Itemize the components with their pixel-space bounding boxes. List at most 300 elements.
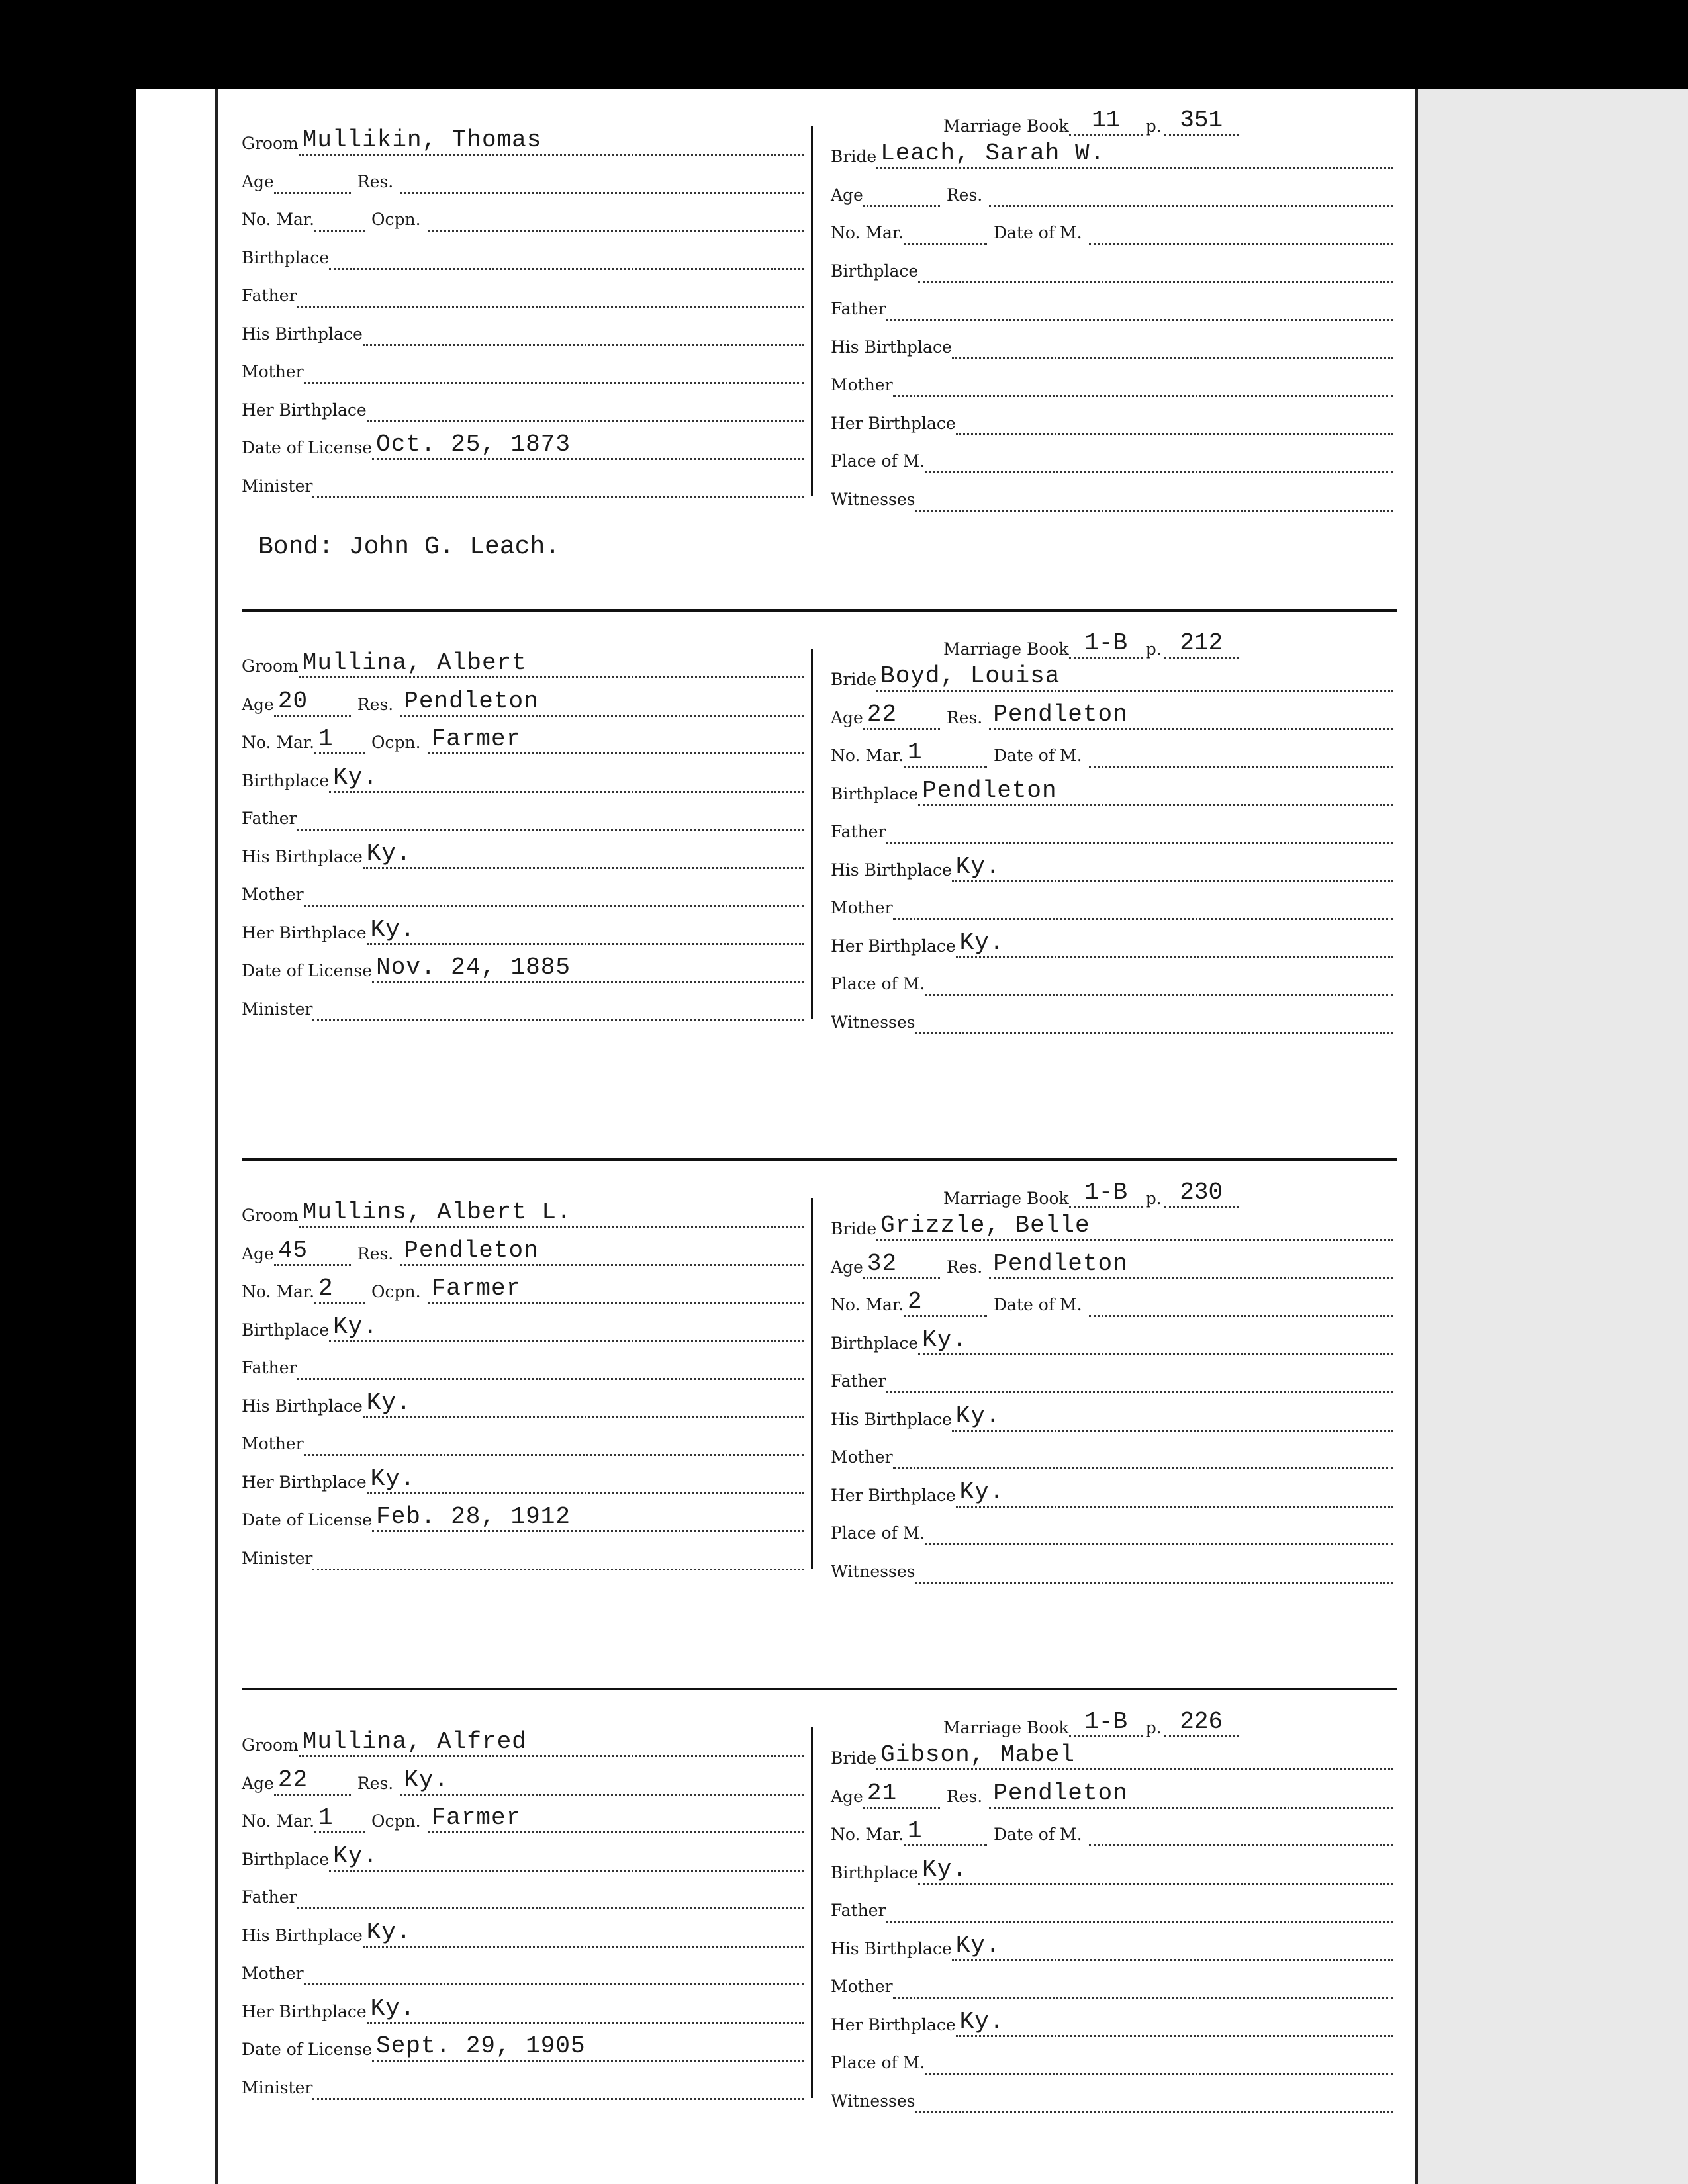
- groom-father-value: [297, 281, 804, 308]
- page-right-rule: [1415, 89, 1418, 2184]
- groom-minister-value: [312, 471, 804, 498]
- groom-father-label: Father: [242, 809, 297, 828]
- bride-name-label: Bride: [831, 1749, 877, 1768]
- groom-age-label: Age: [242, 694, 274, 714]
- groom-minister-value: [312, 1543, 804, 1570]
- bride-no-mar-label: No. Mar.: [831, 1295, 904, 1314]
- marriage-page-label: p.: [1145, 116, 1162, 136]
- groom-name-value: Mullina, Alfred: [299, 1730, 804, 1757]
- marriage-page-value: 226: [1164, 1708, 1239, 1737]
- marriage-page-value: 212: [1164, 629, 1239, 659]
- groom-name-label: Groom: [242, 134, 299, 153]
- groom-date-of-license: [242, 433, 804, 460]
- bride-his-birthplace: [831, 1405, 1393, 1432]
- bride-mother-value: [893, 1972, 1393, 1999]
- bride-name: [831, 1214, 1393, 1241]
- groom-age-sub-value: Pendleton: [400, 690, 804, 717]
- groom-birthplace-value: Ky.: [329, 1315, 804, 1342]
- bride-no-mar-value: [904, 218, 987, 245]
- marriage-book-value: 11: [1069, 107, 1143, 136]
- bride-name-value: Gibson, Mabel: [876, 1743, 1393, 1770]
- groom-no-mar-sub-value: Farmer: [428, 1806, 804, 1833]
- bride-no-mar-sub-label: Date of M.: [994, 746, 1082, 765]
- groom-age-sub-value: Pendleton: [400, 1239, 804, 1266]
- groom-his-birthplace: [242, 1921, 804, 1948]
- groom-age-label: Age: [242, 1244, 274, 1263]
- bride-father: [831, 295, 1393, 321]
- groom-no-mar-sub-label: Ocpn.: [371, 733, 421, 752]
- bride-age-sub-value: Pendleton: [989, 1252, 1393, 1279]
- scan-left-border: [0, 0, 136, 2184]
- groom-mother: [242, 880, 804, 907]
- groom-mother-value: [304, 1429, 804, 1456]
- groom-minister-value: [312, 2073, 804, 2100]
- column-divider: [811, 1727, 813, 2098]
- groom-no-mar: [242, 205, 804, 232]
- bride-age-sub-label: Res.: [946, 185, 983, 205]
- bride-witnesses-value: [915, 1007, 1393, 1034]
- bride-no-mar: [831, 218, 1393, 245]
- bride-age-value: 22: [863, 703, 940, 730]
- bride-no-mar-sub-label: Date of M.: [994, 1825, 1082, 1844]
- record-divider: [242, 1688, 1397, 1690]
- bride-his-birthplace: [831, 333, 1393, 359]
- bride-witnesses: [831, 2087, 1393, 2113]
- bride-father-label: Father: [831, 299, 886, 318]
- groom-birthplace-label: Birthplace: [242, 1849, 330, 1869]
- bride-age-sub-label: Res.: [946, 707, 983, 727]
- groom-no-mar-label: No. Mar.: [242, 1811, 315, 1831]
- groom-her-birthplace-value: Ky.: [367, 918, 804, 945]
- bride-name-label: Bride: [831, 147, 877, 166]
- bride-age: [831, 1782, 1393, 1809]
- bride-his-birthplace-value: [952, 332, 1393, 359]
- groom-her-birthplace: [242, 919, 804, 945]
- bride-witnesses-label: Witnesses: [831, 1012, 915, 1032]
- bride-mother: [831, 1443, 1393, 1469]
- groom-his-birthplace-value: Ky.: [363, 1391, 804, 1418]
- groom-minister: [242, 2073, 804, 2100]
- groom-birthplace-label: Birthplace: [242, 248, 330, 267]
- groom-age: [242, 167, 804, 194]
- groom-birthplace: [242, 1845, 804, 1872]
- groom-his-birthplace-value: Ky.: [363, 842, 804, 869]
- groom-birthplace-value: Ky.: [329, 1844, 804, 1872]
- bond-note: Bond: John G. Leach.: [258, 533, 561, 561]
- groom-minister-label: Minister: [242, 999, 313, 1019]
- bride-mother-value: [893, 1442, 1393, 1469]
- bride-mother-value: [893, 370, 1393, 397]
- groom-his-birthplace: [242, 842, 804, 869]
- bride-witnesses: [831, 1008, 1393, 1034]
- bride-no-mar-sub-value: [1089, 1819, 1393, 1846]
- bride-place-of-m: [831, 2048, 1393, 2075]
- marriage-page-label: p.: [1145, 1189, 1162, 1208]
- groom-no-mar-sub-label: Ocpn.: [371, 210, 421, 229]
- bride-age: [831, 1253, 1393, 1279]
- bride-place-of-m: [831, 1519, 1393, 1545]
- bride-age-sub-label: Res.: [946, 1786, 983, 1806]
- groom-birthplace-value: [329, 243, 804, 270]
- bride-her-birthplace-label: Her Birthplace: [831, 413, 956, 433]
- groom-mother-label: Mother: [242, 1964, 304, 1983]
- bride-place-of-m-value: [925, 2048, 1393, 2075]
- bride-her-birthplace: [831, 1481, 1393, 1508]
- bride-name: [831, 665, 1393, 692]
- groom-date-of-license-value: Feb. 28, 1912: [372, 1505, 804, 1532]
- bride-her-birthplace-value: Ky.: [956, 1480, 1393, 1508]
- bride-no-mar-label: No. Mar.: [831, 223, 904, 242]
- bride-her-birthplace-value: [956, 408, 1393, 435]
- bride-her-birthplace-value: Ky.: [956, 931, 1393, 958]
- bride-her-birthplace-label: Her Birthplace: [831, 936, 956, 956]
- marriage-book-label: Marriage Book: [943, 1718, 1069, 1737]
- groom-minister: [242, 1544, 804, 1570]
- groom-his-birthplace-label: His Birthplace: [242, 1925, 363, 1945]
- groom-minister-label: Minister: [242, 2077, 313, 2097]
- groom-father-label: Father: [242, 286, 297, 305]
- scan-top-border: [0, 0, 1688, 89]
- groom-age-sub-value: Ky.: [400, 1768, 804, 1796]
- bride-his-birthplace-value: Ky.: [952, 1934, 1393, 1961]
- groom-mother-label: Mother: [242, 1434, 304, 1453]
- bride-his-birthplace: [831, 856, 1393, 882]
- bride-no-mar-sub-value: [1089, 1290, 1393, 1317]
- groom-no-mar-label: No. Mar.: [242, 1282, 315, 1301]
- bride-father-value: [886, 294, 1393, 321]
- groom-mother: [242, 357, 804, 384]
- groom-his-birthplace-label: His Birthplace: [242, 846, 363, 866]
- groom-father: [242, 1883, 804, 1909]
- groom-age-sub-label: Res.: [357, 1244, 394, 1263]
- marriage-book-label: Marriage Book: [943, 1189, 1069, 1208]
- bride-his-birthplace-value: Ky.: [952, 855, 1393, 882]
- groom-no-mar-value: 1: [314, 727, 365, 754]
- bride-his-birthplace-label: His Birthplace: [831, 860, 952, 880]
- groom-name: [242, 1201, 804, 1228]
- groom-no-mar: [242, 1807, 804, 1833]
- bride-no-mar: [831, 1820, 1393, 1846]
- groom-name-label: Groom: [242, 1735, 299, 1754]
- groom-mother: [242, 1959, 804, 1985]
- bride-name: [831, 1744, 1393, 1770]
- groom-father-label: Father: [242, 1358, 297, 1377]
- bride-mother-label: Mother: [831, 1447, 893, 1467]
- bride-place-of-m-label: Place of M.: [831, 451, 925, 471]
- bride-age-sub-value: Pendleton: [989, 1782, 1393, 1809]
- marriage-book-value: 1-B: [1069, 1179, 1143, 1208]
- groom-her-birthplace-label: Her Birthplace: [242, 923, 367, 942]
- groom-date-of-license: [242, 2035, 804, 2062]
- groom-age: [242, 1769, 804, 1796]
- groom-no-mar: [242, 728, 804, 754]
- marriage-page-label: p.: [1145, 1718, 1162, 1737]
- bride-mother-value: [893, 893, 1393, 920]
- marriage-book-ref: [943, 629, 1239, 659]
- groom-name: [242, 652, 804, 678]
- groom-age-label: Age: [242, 171, 274, 191]
- bride-her-birthplace-value: Ky.: [956, 2010, 1393, 2037]
- bride-his-birthplace-label: His Birthplace: [831, 1938, 952, 1958]
- bride-age-label: Age: [831, 707, 863, 727]
- bride-birthplace-label: Birthplace: [831, 1862, 919, 1882]
- groom-age-value: 22: [274, 1768, 351, 1796]
- groom-father: [242, 1353, 804, 1380]
- bride-witnesses-label: Witnesses: [831, 1561, 915, 1581]
- bride-father-label: Father: [831, 822, 886, 841]
- groom-no-mar-sub-label: Ocpn.: [371, 1282, 421, 1301]
- bride-no-mar-sub-label: Date of M.: [994, 1295, 1082, 1314]
- marriage-book-value: 1-B: [1069, 629, 1143, 659]
- groom-father-value: [297, 1882, 804, 1909]
- bride-her-birthplace: [831, 2011, 1393, 2037]
- bride-name-value: Leach, Sarah W.: [876, 142, 1393, 169]
- groom-her-birthplace: [242, 396, 804, 422]
- bride-her-birthplace-label: Her Birthplace: [831, 1485, 956, 1505]
- groom-age-sub-value: [400, 167, 804, 194]
- marriage-book-value: 1-B: [1069, 1708, 1143, 1737]
- bride-father-value: [886, 817, 1393, 844]
- groom-her-birthplace-label: Her Birthplace: [242, 2001, 367, 2021]
- bride-her-birthplace-label: Her Birthplace: [831, 2015, 956, 2034]
- bride-father-label: Father: [831, 1901, 886, 1920]
- groom-birthplace: [242, 244, 804, 270]
- bride-birthplace-label: Birthplace: [831, 1333, 919, 1353]
- groom-mother-value: [304, 880, 804, 907]
- bride-name-value: Grizzle, Belle: [876, 1214, 1393, 1241]
- bride-name-label: Bride: [831, 1219, 877, 1238]
- groom-no-mar-label: No. Mar.: [242, 210, 315, 229]
- bride-place-of-m-value: [925, 446, 1393, 473]
- groom-name-value: Mullins, Albert L.: [299, 1201, 804, 1228]
- bride-age-sub-value: Pendleton: [989, 703, 1393, 730]
- groom-his-birthplace: [242, 1392, 804, 1418]
- groom-minister: [242, 995, 804, 1021]
- groom-minister-label: Minister: [242, 1548, 313, 1568]
- bride-her-birthplace: [831, 409, 1393, 435]
- groom-date-of-license-label: Date of License: [242, 438, 373, 457]
- marriage-book-label: Marriage Book: [943, 639, 1069, 659]
- groom-date-of-license-value: Sept. 29, 1905: [372, 2034, 804, 2062]
- bride-age: [831, 181, 1393, 207]
- groom-father-value: [297, 803, 804, 831]
- groom-no-mar: [242, 1277, 804, 1304]
- groom-no-mar-value: [314, 205, 365, 232]
- groom-birthplace-value: Ky.: [329, 766, 804, 793]
- bride-his-birthplace-label: His Birthplace: [831, 337, 952, 357]
- marriage-page-value: 230: [1164, 1179, 1239, 1208]
- column-divider: [811, 126, 813, 496]
- bride-mother: [831, 371, 1393, 397]
- bride-no-mar-label: No. Mar.: [831, 1825, 904, 1844]
- bride-no-mar-value: 1: [904, 741, 987, 768]
- groom-no-mar-sub-label: Ocpn.: [371, 1811, 421, 1831]
- bride-mother-label: Mother: [831, 1977, 893, 1996]
- groom-name-label: Groom: [242, 657, 299, 676]
- bride-name-label: Bride: [831, 670, 877, 689]
- bride-birthplace: [831, 1858, 1393, 1885]
- bride-age-sub-label: Res.: [946, 1257, 983, 1277]
- bride-birthplace-value: [918, 256, 1393, 283]
- bride-age-label: Age: [831, 1257, 863, 1277]
- bride-father-label: Father: [831, 1371, 886, 1390]
- groom-name: [242, 129, 804, 156]
- bride-his-birthplace-label: His Birthplace: [831, 1409, 952, 1429]
- bride-birthplace-label: Birthplace: [831, 261, 919, 281]
- scan-right-margin: [1417, 89, 1688, 2184]
- groom-date-of-license-label: Date of License: [242, 961, 373, 980]
- bride-place-of-m-label: Place of M.: [831, 974, 925, 993]
- bride-father-value: [886, 1366, 1393, 1393]
- groom-no-mar-value: 2: [314, 1277, 365, 1304]
- bride-birthplace: [831, 780, 1393, 806]
- groom-no-mar-sub-value: [428, 205, 804, 232]
- groom-birthplace: [242, 1316, 804, 1342]
- bride-age-value: 21: [863, 1782, 940, 1809]
- groom-no-mar-value: 1: [314, 1806, 365, 1833]
- record-divider: [242, 609, 1397, 612]
- bride-no-mar-value: 2: [904, 1290, 987, 1317]
- groom-age-value: 45: [274, 1239, 351, 1266]
- bride-father-value: [886, 1895, 1393, 1923]
- groom-father-value: [297, 1353, 804, 1380]
- groom-birthplace-label: Birthplace: [242, 770, 330, 790]
- groom-her-birthplace-label: Her Birthplace: [242, 400, 367, 420]
- bride-father: [831, 1367, 1393, 1393]
- bride-mother: [831, 893, 1393, 920]
- groom-mother-label: Mother: [242, 362, 304, 381]
- marriage-page-label: p.: [1145, 639, 1162, 659]
- bride-witnesses: [831, 485, 1393, 512]
- bride-her-birthplace: [831, 932, 1393, 958]
- groom-his-birthplace-value: [363, 319, 804, 346]
- bride-place-of-m: [831, 447, 1393, 473]
- groom-her-birthplace-value: Ky.: [367, 1997, 804, 2024]
- groom-mother-value: [304, 357, 804, 384]
- bride-birthplace-label: Birthplace: [831, 784, 919, 803]
- bride-place-of-m-value: [925, 969, 1393, 996]
- bride-place-of-m-label: Place of M.: [831, 1524, 925, 1543]
- marriage-book-ref: [943, 109, 1239, 136]
- bride-mother-label: Mother: [831, 898, 893, 917]
- groom-date-of-license: [242, 956, 804, 983]
- bride-name-value: Boyd, Louisa: [876, 664, 1393, 692]
- bride-father: [831, 1896, 1393, 1923]
- bride-father: [831, 817, 1393, 844]
- groom-date-of-license: [242, 1506, 804, 1532]
- bride-place-of-m-label: Place of M.: [831, 2053, 925, 2072]
- groom-no-mar-label: No. Mar.: [242, 733, 315, 752]
- groom-father: [242, 281, 804, 308]
- bride-age: [831, 704, 1393, 730]
- groom-her-birthplace-value: [367, 395, 804, 422]
- bride-no-mar-value: 1: [904, 1819, 987, 1846]
- column-divider: [811, 649, 813, 1019]
- bride-age-value: [863, 180, 940, 207]
- groom-age-value: [274, 167, 351, 194]
- groom-her-birthplace-value: Ky.: [367, 1467, 804, 1494]
- groom-his-birthplace-label: His Birthplace: [242, 324, 363, 343]
- groom-age-sub-label: Res.: [357, 171, 394, 191]
- groom-age-sub-label: Res.: [357, 694, 394, 714]
- groom-father: [242, 804, 804, 831]
- bride-no-mar-sub-value: [1089, 741, 1393, 768]
- bride-birthplace-value: Ky.: [918, 1328, 1393, 1355]
- groom-age-label: Age: [242, 1773, 274, 1793]
- marriage-book-ref: [943, 1708, 1239, 1737]
- groom-no-mar-sub-value: Farmer: [428, 1277, 804, 1304]
- groom-his-birthplace-label: His Birthplace: [242, 1396, 363, 1416]
- groom-age-sub-label: Res.: [357, 1773, 394, 1793]
- groom-date-of-license-label: Date of License: [242, 1510, 373, 1529]
- groom-minister-label: Minister: [242, 476, 313, 496]
- bride-witnesses-value: [915, 2086, 1393, 2113]
- column-divider: [811, 1198, 813, 1569]
- bride-age-sub-value: [989, 180, 1393, 207]
- bride-no-mar-sub-value: [1089, 218, 1393, 245]
- bride-witnesses-label: Witnesses: [831, 2091, 915, 2111]
- bride-witnesses-value: [915, 1557, 1393, 1584]
- groom-mother-label: Mother: [242, 885, 304, 904]
- groom-name-label: Groom: [242, 1206, 299, 1225]
- groom-birthplace: [242, 766, 804, 793]
- bride-age-label: Age: [831, 1786, 863, 1806]
- bride-no-mar: [831, 741, 1393, 768]
- groom-name-value: Mullina, Albert: [299, 651, 804, 678]
- marriage-book-label: Marriage Book: [943, 116, 1069, 136]
- groom-age: [242, 690, 804, 717]
- marriage-book-ref: [943, 1181, 1239, 1208]
- bride-witnesses-label: Witnesses: [831, 489, 915, 509]
- groom-mother-value: [304, 1958, 804, 1985]
- groom-minister: [242, 472, 804, 498]
- bride-place-of-m-value: [925, 1518, 1393, 1545]
- groom-name: [242, 1731, 804, 1757]
- groom-age-value: 20: [274, 690, 351, 717]
- bride-age-value: 32: [863, 1252, 940, 1279]
- groom-birthplace-label: Birthplace: [242, 1320, 330, 1340]
- groom-his-birthplace: [242, 320, 804, 346]
- marriage-page-value: 351: [1164, 107, 1239, 136]
- bride-birthplace-value: Ky.: [918, 1858, 1393, 1885]
- groom-no-mar-sub-value: Farmer: [428, 727, 804, 754]
- groom-date-of-license-label: Date of License: [242, 2040, 373, 2059]
- bride-birthplace: [831, 1329, 1393, 1355]
- groom-date-of-license-value: Nov. 24, 1885: [372, 956, 804, 983]
- groom-her-birthplace: [242, 1468, 804, 1494]
- record-divider: [242, 1158, 1397, 1161]
- bride-no-mar-sub-label: Date of M.: [994, 223, 1082, 242]
- bride-birthplace: [831, 257, 1393, 283]
- bride-no-mar: [831, 1291, 1393, 1317]
- bride-place-of-m: [831, 970, 1393, 996]
- bride-birthplace-value: Pendleton: [918, 779, 1393, 806]
- groom-his-birthplace-value: Ky.: [363, 1921, 804, 1948]
- groom-name-value: Mullikin, Thomas: [299, 128, 804, 156]
- groom-date-of-license-value: Oct. 25, 1873: [372, 433, 804, 460]
- groom-father-label: Father: [242, 1888, 297, 1907]
- bride-mother-label: Mother: [831, 375, 893, 394]
- bride-witnesses: [831, 1557, 1393, 1584]
- bride-his-birthplace: [831, 1934, 1393, 1961]
- bride-age-label: Age: [831, 185, 863, 205]
- bride-no-mar-label: No. Mar.: [831, 746, 904, 765]
- bride-name: [831, 142, 1393, 169]
- groom-mother: [242, 1430, 804, 1456]
- groom-age: [242, 1240, 804, 1266]
- bride-his-birthplace-value: Ky.: [952, 1404, 1393, 1432]
- bride-mother: [831, 1972, 1393, 1999]
